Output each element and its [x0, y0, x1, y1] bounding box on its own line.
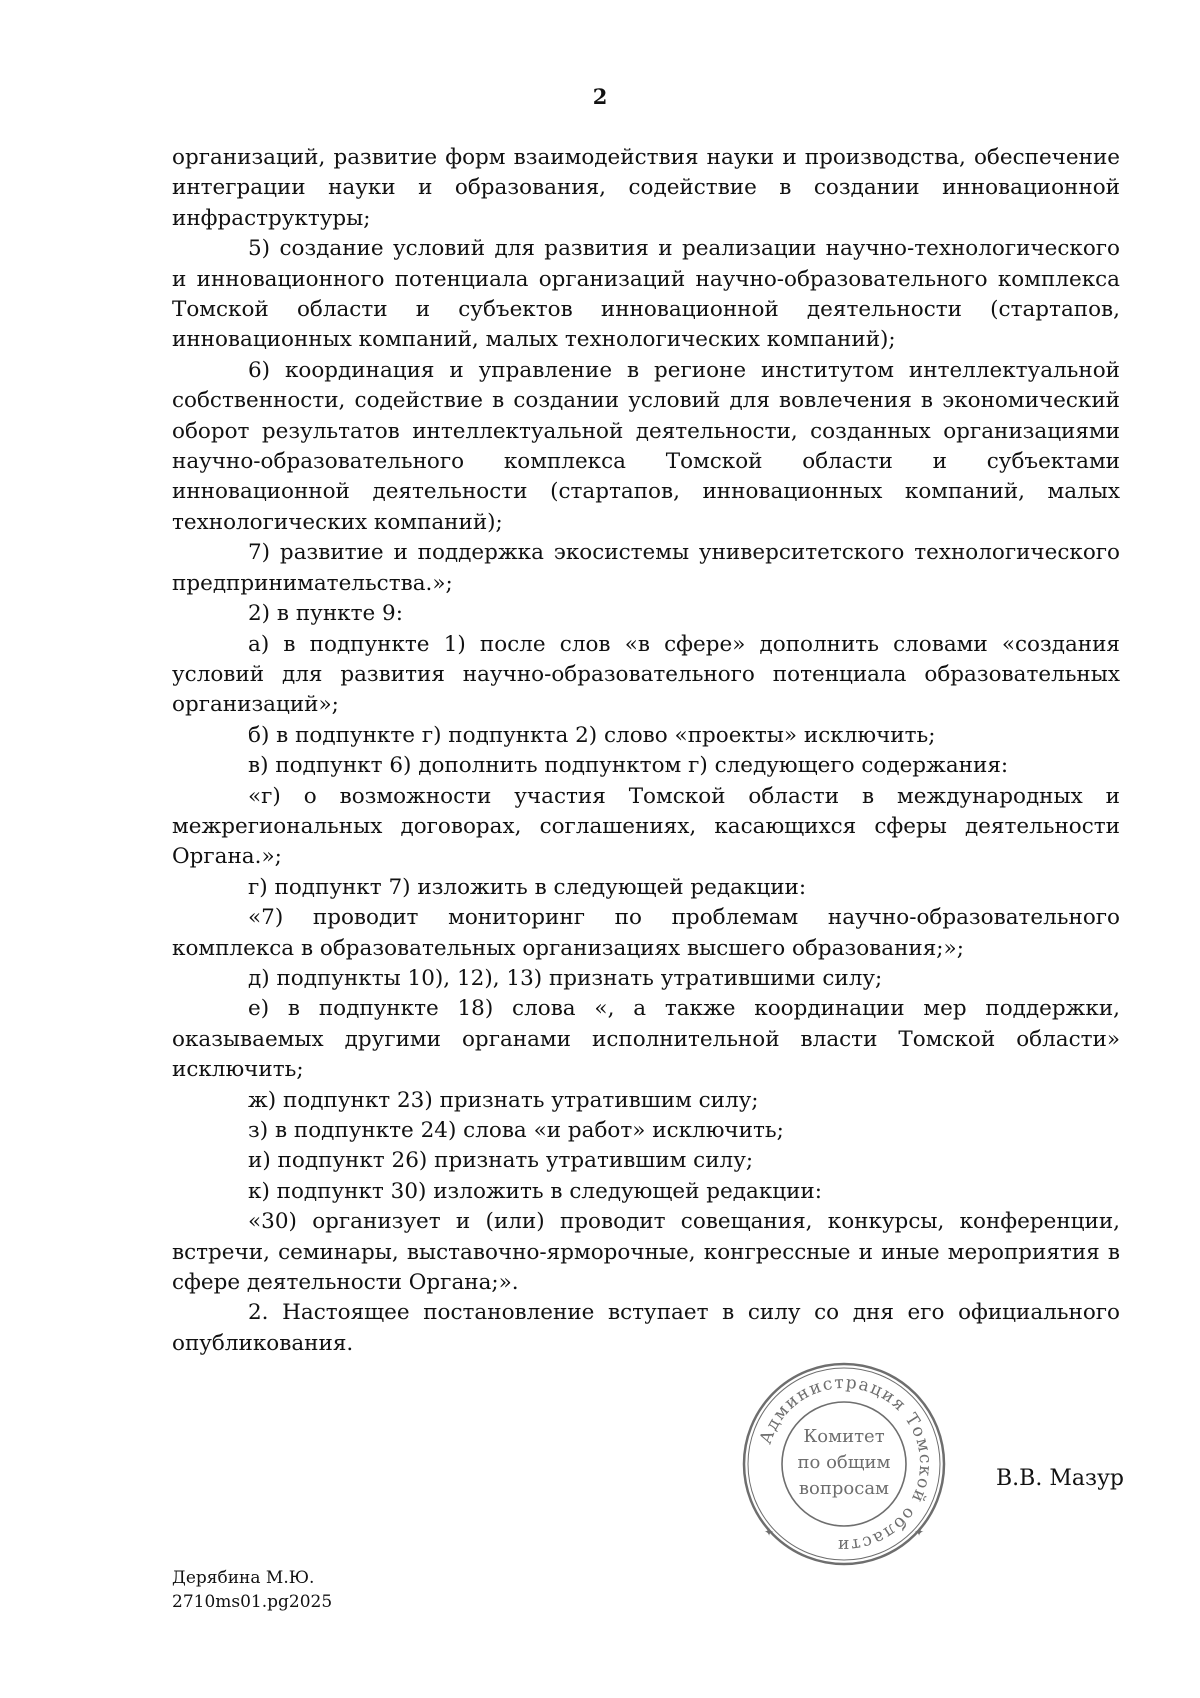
- executor-name: Дерябина М.Ю.: [172, 1568, 315, 1588]
- stamp-center-line-1: Комитет: [803, 1426, 885, 1447]
- paragraph: з) в подпункте 24) слова «и работ» исключить;: [248, 1118, 784, 1143]
- paragraph: д) подпункты 10), 12), 13) признать утратившими силу;: [248, 965, 883, 991]
- paragraph: «7) проводит мониторинг по проблемам научно-образовательного комплекса в образовательных организациях высшего образования;»;: [172, 905, 1120, 961]
- paragraph: 7) развитие и поддержка экосистемы университетского технологического предпринимательства.»;: [172, 540, 1120, 596]
- stamp-center-line-3: вопросам: [798, 1478, 890, 1499]
- paragraph: в) подпункт 6) дополнить подпунктом г) следующего содержания:: [248, 753, 1009, 779]
- paragraph: 5) создание условий для развития и реализации научно-технологического и инновационного потенциала организаций научно-образовательного комплекса Томской области и субъектов инновационной деятельности (стартапов, инновационных компаний, малых технологических компаний);: [172, 236, 1120, 353]
- paragraph: и) подпункт 26) признать утратившим силу;: [248, 1148, 754, 1174]
- page-number: 2: [592, 84, 608, 109]
- paragraph: 2) в пункте 9:: [248, 601, 403, 627]
- signatory-name: В.В. Мазур: [996, 1466, 1124, 1491]
- paragraph: 2. Настоящее постановление вступает в силу со дня его официального опубликования.: [172, 1300, 1120, 1356]
- paragraph: а) в подпункте 1) после слов «в сфере» дополнить словами «создания условий для развития научно-образовательного потенциала образовательных организаций»;: [172, 631, 1120, 718]
- stamp-star-left: ✦: [764, 1525, 775, 1539]
- stamp-star-right: ✦: [914, 1525, 925, 1539]
- paragraph: организаций, развитие форм взаимодействия науки и производства, обеспечение интеграции науки и образования, содействие в создании инновационной инфраструктуры;: [172, 145, 1120, 231]
- stamp-ring-text: Администрация Томской области: [755, 1372, 936, 1556]
- paragraph: «30) организует и (или) проводит совещания, конкурсы, конференции, встречи, семинары, выставочно-ярморочные, конгрессные и иные мероприятия в сфере деятельности Органа;».: [172, 1209, 1120, 1296]
- executor-info: [172, 1566, 332, 1614]
- paragraph: «г) о возможности участия Томской области в международных и межрегиональных договорах, соглашениях, касающихся сферы деятельности Органа.»;: [172, 783, 1120, 870]
- paragraph: г) подпункт 7) изложить в следующей редакции:: [248, 874, 807, 900]
- paragraph: е) в подпункте 18) слова «, а также координации мер поддержки, оказываемых другими органами исполнительной власти Томской области» исключить;: [172, 996, 1120, 1083]
- paragraph: ж) подпункт 23) признать утратившим силу;: [248, 1087, 759, 1113]
- document-code: 2710ms01.pg2025: [172, 1592, 333, 1612]
- paragraph: к) подпункт 30) изложить в следующей редакции:: [248, 1178, 822, 1204]
- signature-block: [0, 1360, 1200, 1560]
- document-body: [172, 143, 1120, 1359]
- paragraph: 6) координация и управление в регионе институтом интеллектуальной собственности, содействие в создании условий для вовлечения в экономический оборот результатов интеллектуальной деятельности, созданных организациями научно-образовательного комплекса Томской области и субъектами инновационной деятельности (стартапов, инновационных компаний, малых технологических компаний);: [172, 357, 1120, 535]
- stamp-center-line-2: по общим: [797, 1452, 891, 1473]
- official-stamp: [734, 1354, 954, 1574]
- paragraph: б) в подпункте г) подпункта 2) слово «проекты» исключить;: [248, 722, 936, 748]
